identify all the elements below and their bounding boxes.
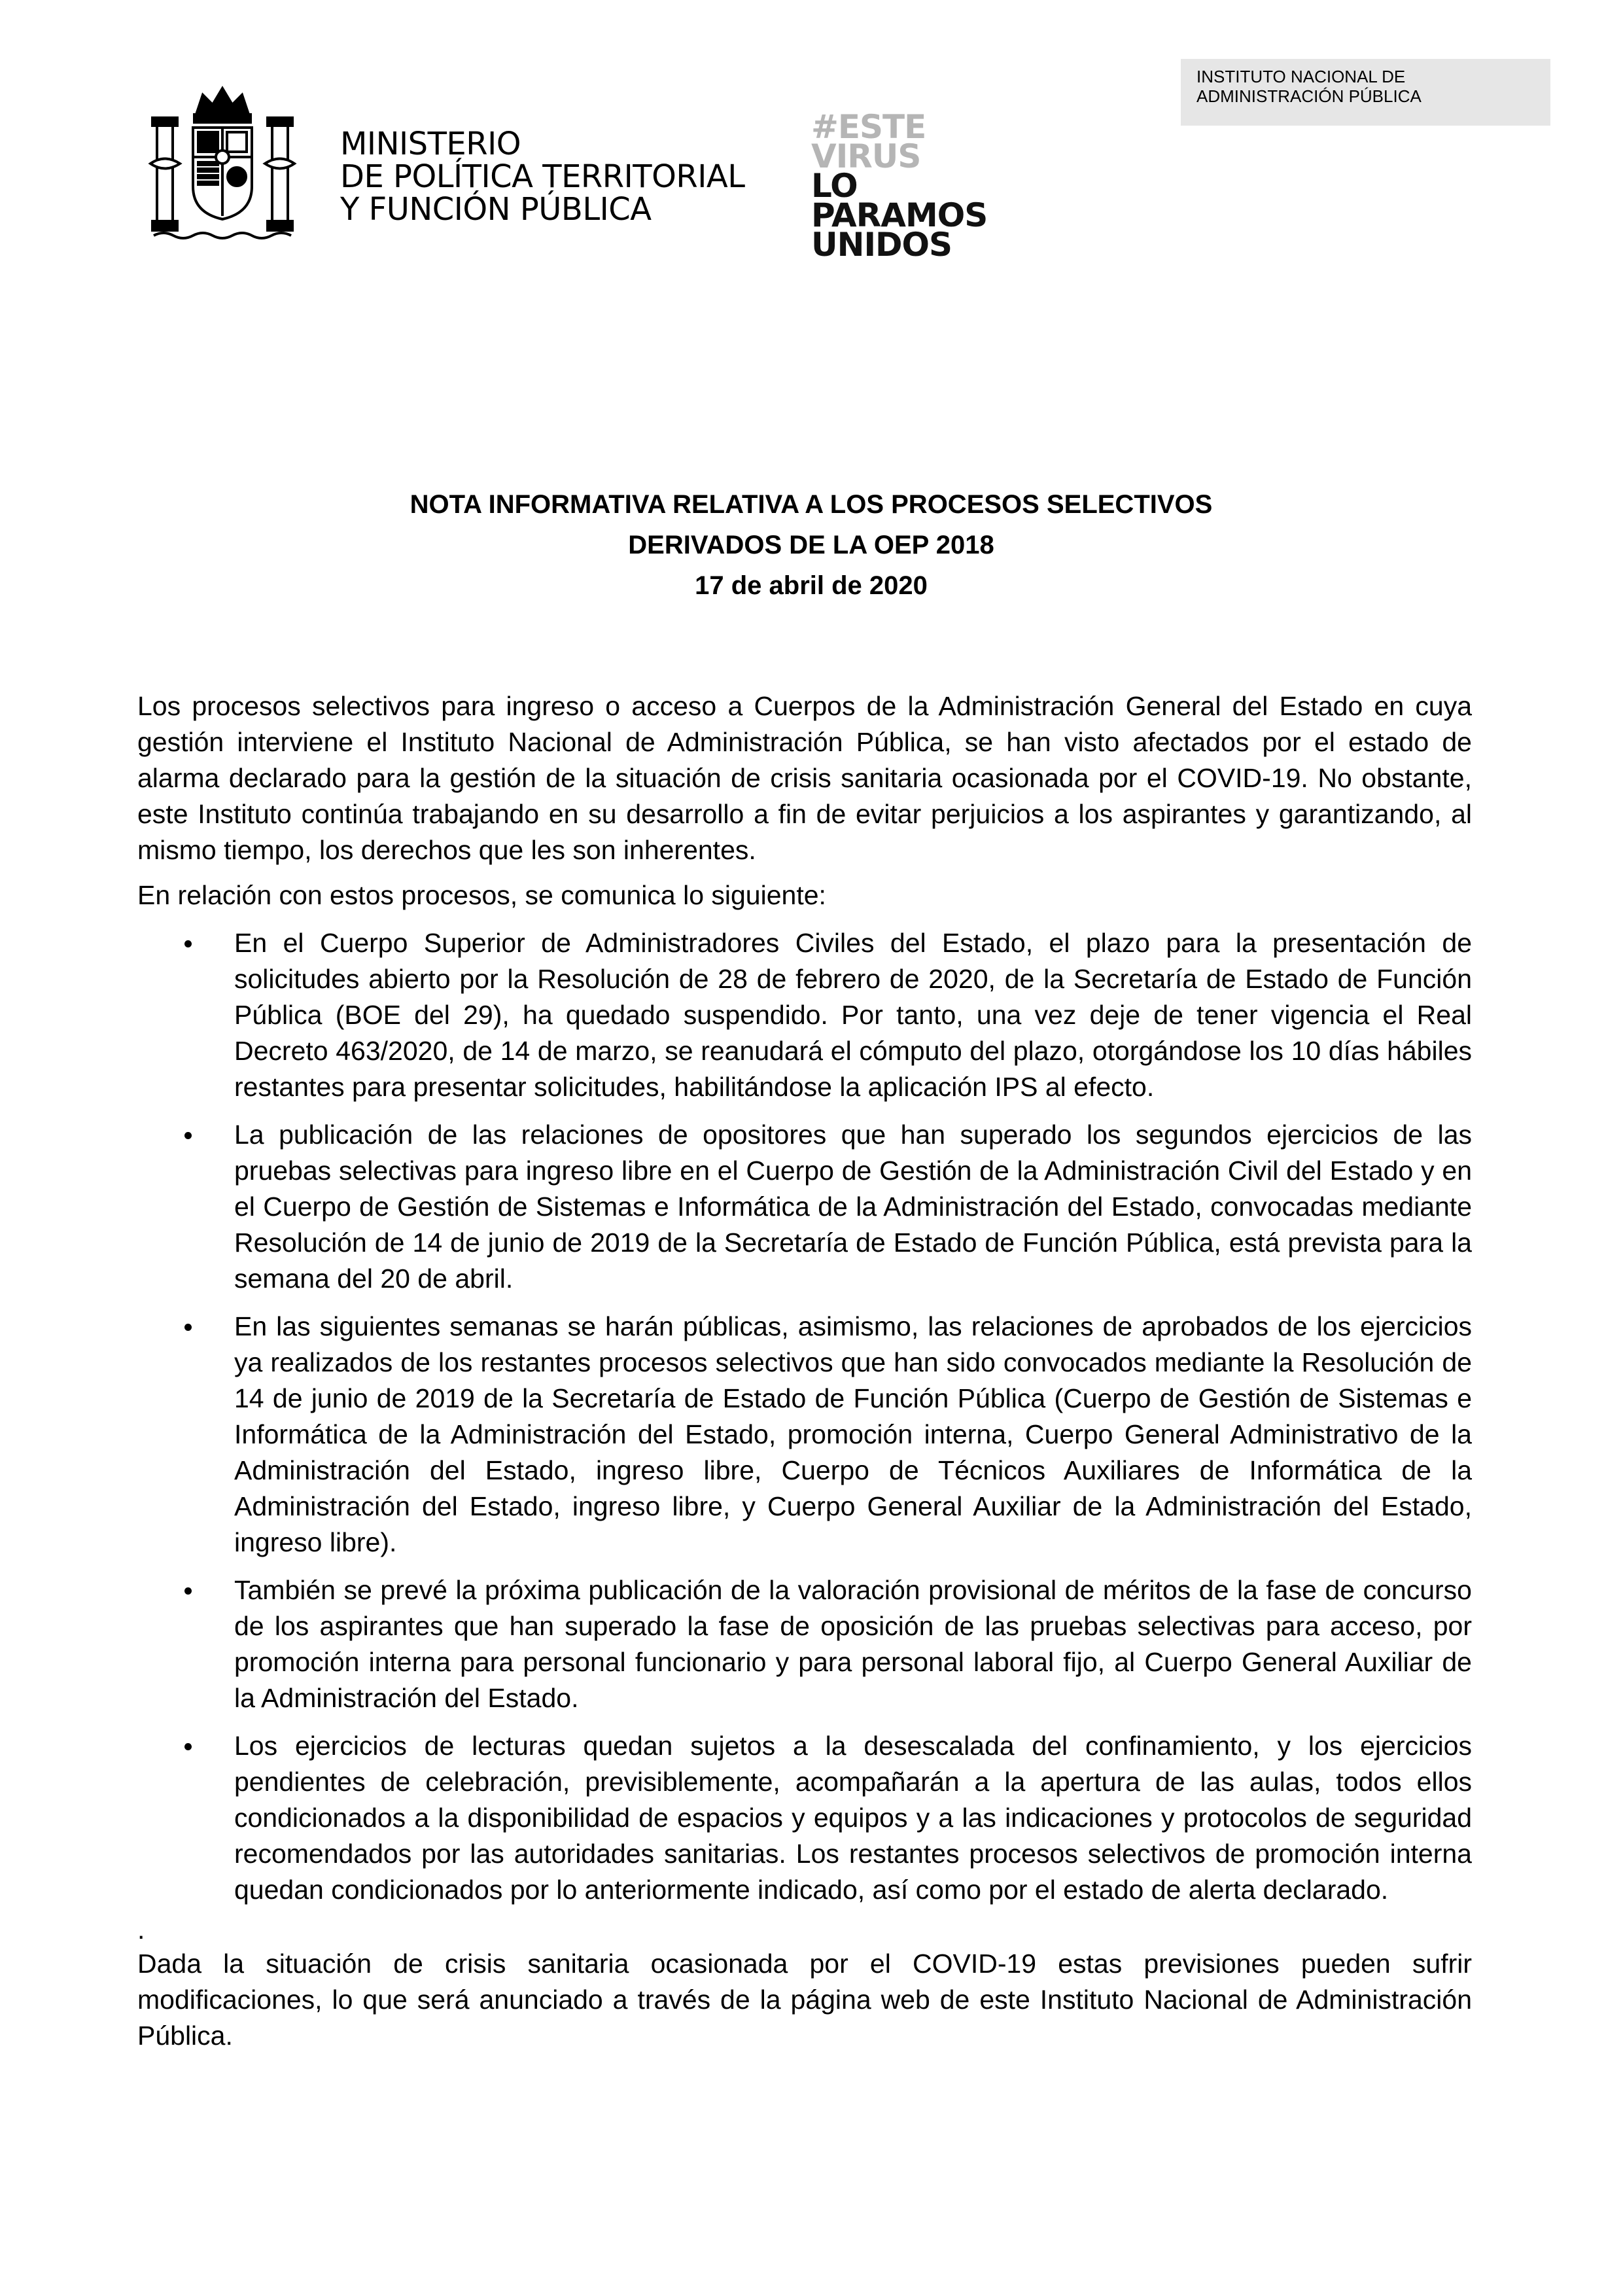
stray-mark: . [137, 1915, 145, 1945]
list-item-text: En el Cuerpo Superior de Administradores Civiles del Estado, el plazo para la presentación de solicitudes abierto por la Resolución de 28 de febrero de 2020, de la Secretaría de Estado de Función Pública (BOE del 29), ha quedado suspendido. Por tanto, una vez deje de tener vigencia el Real Decreto 463/2020, de 14 de marzo, se reanudará el cómputo del plazo, otorgándose los 10 días hábiles restantes para presentar solicitudes, habilitándose la aplicación IPS al efecto. [234, 928, 1472, 1102]
list-item [137, 1309, 1472, 1561]
institute-label-box [1181, 59, 1550, 126]
list-item-text: En las siguientes semanas se harán públicas, asimismo, las relaciones de aprobados de los ejercicios ya realizados de los restantes procesos selectivos que han sido convocados mediante la Resolución de 14 de junio de 2019 de la Secretaría de Estado de Función Pública (Cuerpo de Gestión de Sistemas e Informática de la Administración del Estado, promoción interna, Cuerpo General Administrativo de la Administración del Estado, ingreso libre, Cuerpo de Técnicos Auxiliares de Informática de la Administración del Estado, ingreso libre, y Cuerpo General Auxiliar de la Administración del Estado, ingreso libre). [234, 1311, 1472, 1557]
list-item [137, 1572, 1472, 1716]
document-body [137, 688, 1472, 2054]
list-item-text: La publicación de las relaciones de opositores que han superado los segundos ejercicios de las pruebas selectivas para ingreso libre en el Cuerpo de Gestión de la Administración Civil del Estado y en el Cuerpo de Gestión de Sistemas e Informática de la Administración del Estado, convocadas mediante Resolución de 14 de junio de 2019 de la Secretaría de Estado de Función Pública, está prevista para la semana del 20 de abril. [234, 1120, 1472, 1294]
title-line: NOTA INFORMATIVA RELATIVA A LOS PROCESOS SELECTIVOS [410, 490, 1213, 519]
bullet-icon [184, 1743, 192, 1750]
campaign-logo-line: LO [811, 167, 858, 205]
ministry-name-line: MINISTERIO [340, 126, 521, 162]
list-item [137, 1728, 1472, 1908]
campaign-logo-line: UNIDOS [811, 226, 952, 264]
ministry-name-line: Y FUNCIÓN PÚBLICA [340, 191, 652, 228]
closing-paragraph: Dada la situación de crisis sanitaria ocasionada por el COVID-19 estas previsiones pueden sufrir modificaciones, lo que será anunciado a través de la página web de este Instituto Nacional de Administración Pública. [137, 1949, 1472, 2051]
coat-of-arms-logo [141, 79, 304, 242]
list-item-text: También se prevé la próxima publicación de la valoración provisional de méritos de la fase de concurso de los aspirantes que han superado la fase de oposición de las pruebas selectivas para acceso, por promoción interna para personal funcionario y para personal laboral fijo, al Cuerpo General Auxiliar de la Administración del Estado. [234, 1575, 1472, 1713]
lead-paragraph: En relación con estos procesos, se comunica lo siguiente: [137, 880, 826, 910]
bullet-icon [184, 1132, 192, 1139]
bullet-icon [184, 940, 192, 947]
list-item-text: Los ejercicios de lecturas quedan sujetos a la desescalada del confinamiento, y los ejercicios pendientes de celebración, previsiblemente, acompañarán a la apertura de las aulas, todos ellos condicionados a la disponibilidad de espacios y equipos y a las indicaciones y protocolos de seguridad recomendados por las autoridades sanitarias. Los restantes procesos selectivos de promoción interna quedan condicionados por lo anteriormente indicado, así como por el estado de alerta declarado. [234, 1731, 1472, 1905]
campaign-logo [811, 108, 988, 264]
bullet-icon [184, 1324, 192, 1331]
document-title [137, 484, 1485, 606]
campaign-logo-line: #ESTE [811, 108, 926, 146]
campaign-logo-line: PARAMOS [811, 196, 988, 234]
title-line: DERIVADOS DE LA OEP 2018 [628, 531, 994, 559]
list-item [137, 1117, 1472, 1297]
institute-label-line: ADMINISTRACIÓN PÚBLICA [1196, 86, 1422, 106]
bullet-icon [184, 1587, 192, 1595]
ministry-name-line: DE POLÍTICA TERRITORIAL [340, 158, 745, 195]
intro-paragraph: Los procesos selectivos para ingreso o acceso a Cuerpos de la Administración General del Estado en cuya gestión interviene el Instituto Nacional de Administración Pública, se han visto afectados por el estado de alarma declarado para la gestión de la situación de crisis sanitaria ocasionada por el COVID-19. No obstante, este Instituto continúa trabajando en su desarrollo a fin de evitar perjuicios a los aspirantes y garantizando, al mismo tiempo, los derechos que les son inherentes. [137, 691, 1472, 865]
campaign-logo-line: VIRUS [811, 137, 921, 175]
list-item [137, 925, 1472, 1105]
institute-label-line: INSTITUTO NACIONAL DE [1196, 67, 1406, 86]
announcement-list [137, 925, 1472, 1908]
ministry-name [340, 128, 744, 226]
document-date: 17 de abril de 2020 [695, 571, 928, 600]
